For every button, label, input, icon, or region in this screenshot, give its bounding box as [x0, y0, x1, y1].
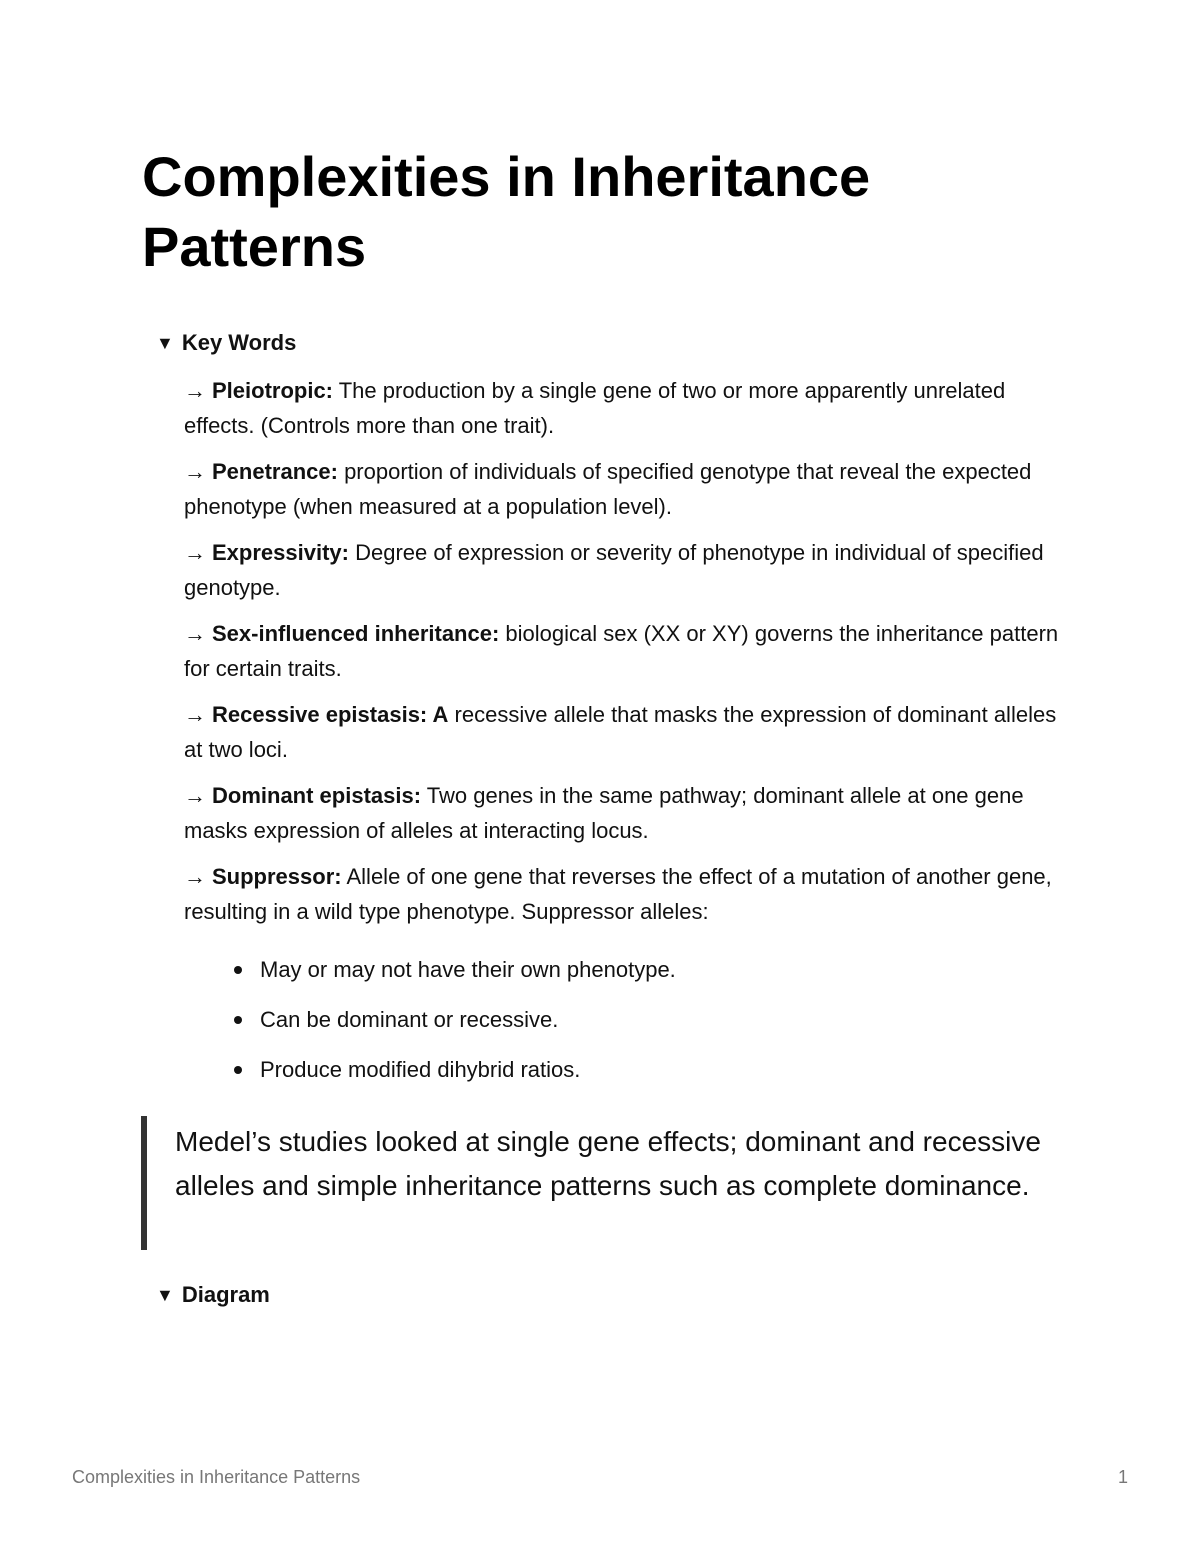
page-number: 1 [1118, 1467, 1129, 1487]
term-suppressor [184, 859, 1064, 929]
arrow-right-icon: → [184, 459, 206, 484]
term-definition: biological sex (XX or XY) governs the inheritance pattern for certain traits. [184, 621, 1059, 681]
triangle-down-icon: ▼ [156, 1285, 174, 1305]
suppressor-points-list [232, 953, 676, 1103]
term-sex-influenced-inheritance [184, 616, 1064, 686]
bullet-icon [234, 966, 242, 974]
list-item [232, 1053, 676, 1087]
page-title: Complexities in Inheritance Patterns [142, 145, 871, 278]
arrow-right-icon: → [184, 702, 206, 727]
term-definition: Allele of one gene that reverses the effect of a mutation of another gene, resulting in a wild type phenotype. Suppressor alleles: [184, 864, 1052, 924]
term-name: Penetrance: [212, 459, 338, 484]
footer-title: Complexities in Inheritance Patterns [72, 1467, 361, 1487]
key-words-list [184, 373, 1064, 940]
term-name: Expressivity: [212, 540, 349, 565]
key-words-toggle[interactable] [156, 328, 296, 358]
list-item-text: Can be dominant or recessive. [260, 1007, 559, 1032]
term-definition: Degree of expression or severity of phenotype in individual of specified genotype. [184, 540, 1044, 600]
key-words-heading: Key Words [181, 330, 297, 355]
term-definition: proportion of individuals of specified genotype that reveal the expected phenotype (when measured at a population level). [184, 459, 1032, 519]
quote-text: Medel’s studies looked at single gene effects; dominant and recessive alleles and simple inheritance patterns such as complete dominance. [175, 1126, 1041, 1201]
term-definition: recessive allele that masks the expression of dominant alleles at two loci. [184, 702, 1057, 762]
list-item [232, 1003, 676, 1037]
arrow-right-icon: → [184, 378, 206, 403]
term-definition: Two genes in the same pathway; dominant allele at one gene masks expression of alleles at interacting locus. [184, 783, 1024, 843]
term-name: Sex-influenced inheritance: [212, 621, 500, 646]
arrow-right-icon: → [184, 540, 206, 565]
term-penetrance [184, 454, 1064, 524]
arrow-right-icon: → [184, 783, 206, 808]
arrow-right-icon: → [184, 864, 206, 889]
list-item-text: May or may not have their own phenotype. [260, 957, 676, 982]
term-name: Dominant epistasis: [212, 783, 422, 808]
bullet-icon [234, 1016, 242, 1024]
term-expressivity [184, 535, 1064, 605]
triangle-down-icon: ▼ [156, 333, 174, 353]
term-name: Recessive epistasis: A [212, 702, 449, 727]
bullet-icon [234, 1066, 242, 1074]
term-recessive-epistasis [184, 697, 1064, 767]
list-item [232, 953, 676, 987]
term-name: Pleiotropic: [212, 378, 334, 403]
quote-block [141, 1116, 1067, 1250]
term-name: Suppressor: [212, 864, 342, 889]
arrow-right-icon: → [184, 621, 206, 646]
list-item-text: Produce modified dihybrid ratios. [260, 1057, 581, 1082]
term-pleiotropic [184, 373, 1064, 443]
diagram-toggle[interactable] [156, 1280, 270, 1310]
term-definition: The production by a single gene of two or more apparently unrelated effects. (Controls more than one trait). [184, 378, 1006, 438]
term-dominant-epistasis [184, 778, 1064, 848]
diagram-heading: Diagram [181, 1282, 270, 1307]
